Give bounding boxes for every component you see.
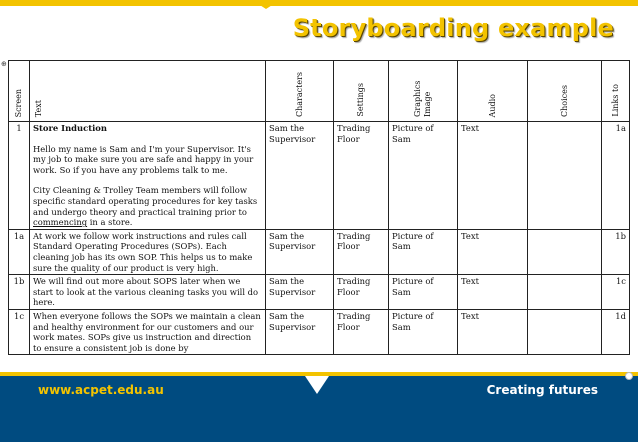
cell-screen: 1c: [9, 309, 30, 354]
cell-choices: [528, 275, 602, 310]
cell-graphics: Picture of Sam: [389, 229, 458, 274]
cell-text: We will find out more about SOPS later when we start to look at the various cleaning tasks you will do here.: [30, 275, 266, 310]
col-header-screen: Screen: [9, 61, 30, 122]
cell-audio: Text: [458, 309, 528, 354]
footer-url-link[interactable]: www.acpet.edu.au: [38, 383, 164, 397]
cell-links: 1c: [602, 275, 630, 310]
col-header-characters: Characters: [266, 61, 334, 122]
cell-graphics: Picture of Sam: [389, 275, 458, 310]
cell-audio: Text: [458, 122, 528, 230]
slide-corner-handle-icon: [625, 372, 633, 380]
cell-text: [30, 122, 266, 230]
cell-screen: 1: [9, 122, 30, 230]
cell-settings: Trading Floor: [334, 229, 389, 274]
cell-screen: 1a: [9, 229, 30, 274]
table-row: [9, 275, 630, 310]
cell-settings: Trading Floor: [334, 309, 389, 354]
cell-audio: Text: [458, 275, 528, 310]
cell-choices: [528, 309, 602, 354]
col-header-text: Text: [30, 61, 266, 122]
cell-screen: 1b: [9, 275, 30, 310]
cell-graphics: Picture of Sam: [389, 122, 458, 230]
col-header-graphics-image: Graphics Image: [389, 61, 458, 122]
cell-characters: Sam the Supervisor: [266, 309, 334, 354]
table-row: [9, 309, 630, 354]
col-header-choices: Choices: [528, 61, 602, 122]
top-accent-notch: [252, 0, 280, 9]
cell-choices: [528, 122, 602, 230]
cell-settings: Trading Floor: [334, 275, 389, 310]
table-row: [9, 229, 630, 274]
col-header-settings: Settings: [334, 61, 389, 122]
footer-slogan: Creating futures: [486, 383, 598, 397]
cell-text: At work we follow work instructions and rules call Standard Operating Procedures (SOPs). Each cleaning job has its own SOP. This helps us to make sure the quality of our product is very high.: [30, 229, 266, 274]
table-move-handle-icon[interactable]: ⊕: [1, 60, 7, 68]
row-paragraph: City Cleaning & Trolley Team members will follow specific standard operating procedures for key tasks and undergo theory and practical training prior to commencing in a store.: [33, 185, 258, 228]
table-row: [9, 122, 630, 230]
cell-links: 1a: [602, 122, 630, 230]
cell-settings: Trading Floor: [334, 122, 389, 230]
storyboard-table: [8, 60, 630, 355]
top-accent-stripe: [0, 0, 638, 6]
cell-characters: Sam the Supervisor: [266, 229, 334, 274]
col-header-audio: Audio: [458, 61, 528, 122]
cell-text: When everyone follows the SOPs we maintain a clean and healthy environment for our customers and our work mates. SOPs give us instruction and direction to ensure a consistent job is done by: [30, 309, 266, 354]
cell-graphics: Picture of Sam: [389, 309, 458, 354]
row-heading: Store Induction: [33, 123, 107, 133]
slide-title: Storyboarding example: [292, 14, 614, 42]
cell-characters: Sam the Supervisor: [266, 122, 334, 230]
col-header-links-to: Links to: [602, 61, 630, 122]
cell-choices: [528, 229, 602, 274]
cell-audio: Text: [458, 229, 528, 274]
cell-links: 1d: [602, 309, 630, 354]
footer-notch: [305, 376, 329, 394]
cell-links: 1b: [602, 229, 630, 274]
row-paragraph: Hello my name is Sam and I'm your Supervisor. It's my job to make sure you are safe and happy in your work. So if you have any problems talk to me.: [33, 143, 254, 175]
cell-characters: Sam the Supervisor: [266, 275, 334, 310]
table-header-row: [9, 61, 630, 122]
